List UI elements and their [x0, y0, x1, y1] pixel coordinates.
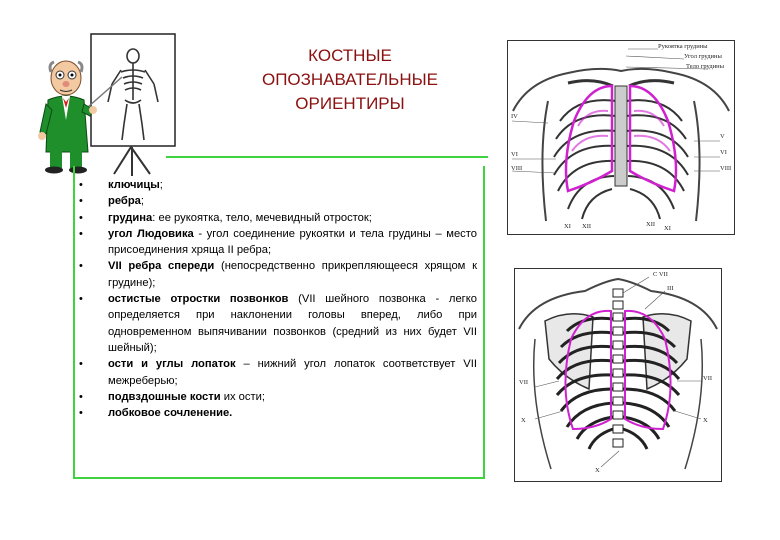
label-xi-left: XI: [564, 223, 571, 230]
list-item: • угол Людовика - угол соединение рукоятки и тела грудины – место присоединения хряща II ребра;: [79, 226, 477, 259]
label-manubrium: Рукоятка грудины: [658, 43, 708, 50]
list-item: • подвздошные кости их ости;: [79, 389, 477, 405]
title-line-1: КОСТНЫЕ: [308, 46, 392, 65]
label-sternal-angle: Угол грудины: [684, 53, 722, 60]
label-vi-right: VI: [720, 149, 727, 156]
label-vi-left: VI: [511, 151, 518, 158]
label-iv: IV: [511, 113, 518, 120]
list-item: • ключицы;: [79, 177, 477, 193]
label-x-right: X: [703, 417, 708, 424]
posterior-chest-drawing: [515, 269, 721, 481]
list-item: • VII ребра спереди (непосредственно прикрепляющееся хрящом к грудине);: [79, 258, 477, 291]
label-sternum-body: Тело грудины: [686, 63, 725, 70]
label-xii-left: XII: [582, 223, 592, 230]
label-viii-left: VIII: [511, 165, 523, 172]
frame-top-line: [166, 156, 488, 158]
label-vii-left: VII: [519, 379, 529, 386]
label-xii-right: XII: [646, 221, 656, 228]
label-x-left: X: [521, 417, 526, 424]
professor-skeleton-clipart: [26, 22, 196, 178]
list-item: • лобковое сочленение.: [79, 405, 477, 421]
page-title: [205, 44, 495, 116]
label-v: V: [720, 133, 725, 140]
title-line-3: ОРИЕНТИРЫ: [295, 94, 405, 113]
title-line-2: ОПОЗНАВАТЕЛЬНЫЕ: [261, 70, 439, 89]
posterior-chest-figure: [514, 268, 722, 482]
label-viii-right: VIII: [720, 165, 732, 172]
label-xi-right: XI: [664, 225, 671, 232]
list-item: • ости и углы лопаток – нижний угол лопаток соответствует VII межреберью;: [79, 356, 477, 389]
list-item: • грудина: ее рукоятка, тело, мечевидный отросток;: [79, 210, 477, 226]
label-x-bottom: X: [595, 467, 600, 474]
label-iii: III: [667, 285, 674, 292]
label-c7: C VII: [653, 271, 668, 278]
anterior-chest-figure: [507, 40, 735, 235]
list-item: • ребра;: [79, 193, 477, 209]
list-item: • остистые отростки позвонков (VII шейного позвонка - легко определяется при наклонении головы вперед, либо при одновременном выпячивании позвонков (средний из них будет VII шейный);: [79, 291, 477, 356]
landmark-list: [79, 177, 477, 421]
label-vii-right: VII: [703, 375, 713, 382]
